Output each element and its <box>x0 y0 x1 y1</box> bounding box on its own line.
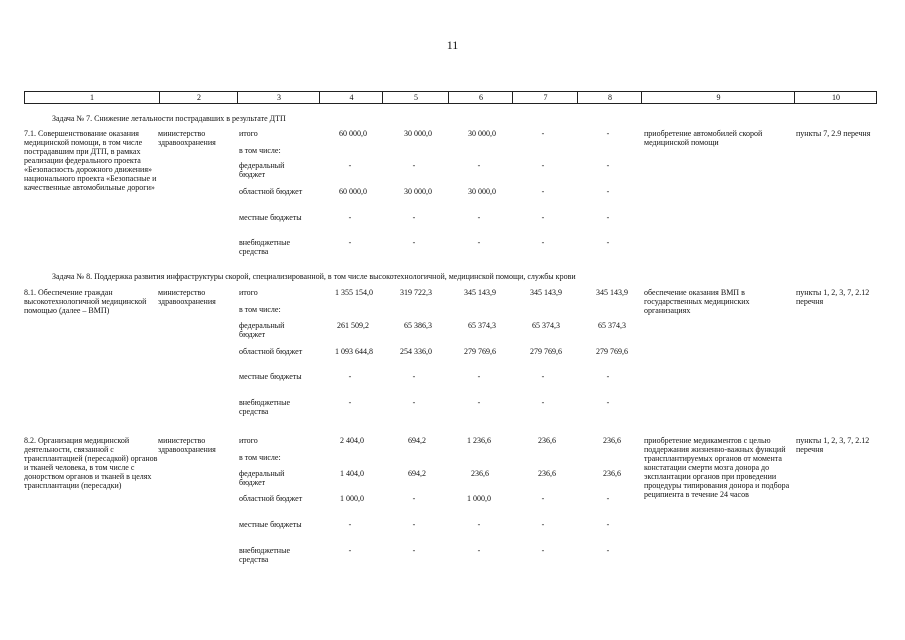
column-header: 6 <box>448 92 513 103</box>
value-cell: - <box>606 372 610 381</box>
row-label: областной бюджет <box>239 187 303 196</box>
task-8-2-points: пункты 1, 2, 3, 7, 2.12 перечня <box>796 436 870 454</box>
value-cell: 1 000,0 <box>467 494 491 503</box>
value-cell: - <box>541 238 545 247</box>
value-cell: - <box>477 161 481 170</box>
value-cell: 30 000,0 <box>404 187 432 196</box>
value-cell: 254 336,0 <box>400 347 432 356</box>
row-label: в том числе: <box>239 305 281 314</box>
row-label: итого <box>239 129 258 138</box>
task-8-1-executor: министерство здравоохранения <box>158 288 216 306</box>
value-cell: 1 355 154,0 <box>335 288 373 297</box>
task-7-1-executor: министерство здравоохранения <box>158 129 216 147</box>
value-cell: - <box>477 520 481 529</box>
row-label: федеральный бюджет <box>239 321 285 339</box>
value-cell: 236,6 <box>603 469 621 478</box>
task-8-2-name: 8.2. Организация медицинской деятельности, связанной с трансплантацией (пересадкой) органов и тканей человека, в том числе с донорством органов и тканей в целях трансплантации (пересадки) <box>24 436 158 490</box>
value-cell: 60 000,0 <box>339 129 367 138</box>
value-cell: 236,6 <box>603 436 621 445</box>
value-cell: - <box>412 494 416 503</box>
value-cell: 236,6 <box>538 436 556 445</box>
value-cell: - <box>412 546 416 555</box>
value-cell: - <box>541 161 545 170</box>
task-8-1-result: обеспечение оказания ВМП в государственных медицинских организациях <box>644 288 750 315</box>
task-8-1-name: 8.1. Обеспечение граждан высокотехнологичной медицинской помощью (далее – ВМП) <box>24 288 147 315</box>
value-cell: - <box>606 187 610 196</box>
value-cell: - <box>541 129 545 138</box>
task-7-1-points: пункты 7, 2.9 перечня <box>796 129 871 138</box>
task-8-title: Задача № 8. Поддержка развития инфраструктуры скорой, специализированной, в том числе высокотехнологичной, медицинской помощи, службы крови <box>52 272 576 281</box>
row-label: федеральный бюджет <box>239 161 285 179</box>
value-cell: - <box>541 520 545 529</box>
value-cell: - <box>412 520 416 529</box>
value-cell: 319 722,3 <box>400 288 432 297</box>
value-cell: 1 093 644,8 <box>335 347 373 356</box>
value-cell: - <box>477 398 481 407</box>
row-label: местные бюджеты <box>239 372 302 381</box>
row-label: итого <box>239 288 258 297</box>
value-cell: 694,2 <box>408 436 426 445</box>
value-cell: 279 769,6 <box>464 347 496 356</box>
value-cell: 60 000,0 <box>339 187 367 196</box>
value-cell: 279 769,6 <box>530 347 562 356</box>
column-header: 3 <box>237 92 320 103</box>
row-label: внебюджетные средства <box>239 238 290 256</box>
value-cell: - <box>477 213 481 222</box>
value-cell: - <box>541 546 545 555</box>
column-header-row <box>24 91 877 104</box>
column-header: 1 <box>90 93 94 102</box>
task-7-1-name: 7.1. Совершенствование оказания медицинской помощи, в том числе пострадавшим при ДТП, в рамках реализации федерального проекта «Безопасность дорожного движения» национального проекта «Безопасные и качественные автомобильные дороги» <box>24 129 157 192</box>
value-cell: - <box>606 129 610 138</box>
value-cell: - <box>541 494 545 503</box>
value-cell: - <box>412 372 416 381</box>
row-label: местные бюджеты <box>239 213 302 222</box>
value-cell: - <box>412 213 416 222</box>
value-cell: 30 000,0 <box>404 129 432 138</box>
value-cell: 345 143,9 <box>596 288 628 297</box>
value-cell: - <box>541 187 545 196</box>
value-cell: 345 143,9 <box>530 288 562 297</box>
value-cell: 236,6 <box>471 469 489 478</box>
row-label: федеральный бюджет <box>239 469 285 487</box>
value-cell: 1 236,6 <box>467 436 491 445</box>
column-header: 10 <box>794 92 877 103</box>
row-label: внебюджетные средства <box>239 398 290 416</box>
value-cell: - <box>348 238 352 247</box>
value-cell: 30 000,0 <box>468 187 496 196</box>
value-cell: - <box>477 546 481 555</box>
value-cell: 65 374,3 <box>598 321 626 330</box>
row-label: в том числе: <box>239 146 281 155</box>
value-cell: - <box>348 213 352 222</box>
column-header: 7 <box>512 92 578 103</box>
value-cell: 694,2 <box>408 469 426 478</box>
value-cell: - <box>541 398 545 407</box>
column-header: 9 <box>641 92 795 103</box>
value-cell: 261 509,2 <box>337 321 369 330</box>
value-cell: - <box>412 398 416 407</box>
value-cell: - <box>606 161 610 170</box>
value-cell: - <box>348 520 352 529</box>
row-label: местные бюджеты <box>239 520 302 529</box>
value-cell: 65 374,3 <box>468 321 496 330</box>
value-cell: - <box>541 213 545 222</box>
row-label: областной бюджет <box>239 347 303 356</box>
value-cell: 65 386,3 <box>404 321 432 330</box>
value-cell: 65 374,3 <box>532 321 560 330</box>
column-header: 5 <box>382 92 449 103</box>
column-header: 8 <box>577 92 642 103</box>
value-cell: 1 404,0 <box>340 469 364 478</box>
value-cell: - <box>606 213 610 222</box>
value-cell: - <box>606 398 610 407</box>
task-8-2-result: приобретение медикаментов с целью поддержания жизненно-важных функций трансплантируемых органов от момента констатации смерти мозга донора до эксплантации органов при проведении процедуры типирования донора и подбора реципиента в течение 24 часов <box>644 436 790 499</box>
value-cell: - <box>477 238 481 247</box>
task-8-1-points: пункты 1, 2, 3, 7, 2.12 перечня <box>796 288 870 306</box>
task-8-2-executor: министерство здравоохранения <box>158 436 216 454</box>
value-cell: - <box>606 494 610 503</box>
task-7-1-result: приобретение автомобилей скорой медицинской помощи <box>644 129 763 147</box>
row-label: внебюджетные средства <box>239 546 290 564</box>
value-cell: 1 000,0 <box>340 494 364 503</box>
value-cell: 236,6 <box>538 469 556 478</box>
row-label: областной бюджет <box>239 494 303 503</box>
value-cell: - <box>606 546 610 555</box>
page-number: 11 <box>446 38 459 52</box>
value-cell: - <box>348 398 352 407</box>
value-cell: - <box>348 546 352 555</box>
value-cell: - <box>348 161 352 170</box>
value-cell: 30 000,0 <box>468 129 496 138</box>
value-cell: - <box>606 520 610 529</box>
value-cell: - <box>348 372 352 381</box>
column-header: 2 <box>159 92 238 103</box>
value-cell: - <box>412 238 416 247</box>
task-7-title: Задача № 7. Снижение летальности пострадавших в результате ДТП <box>52 114 286 123</box>
value-cell: 345 143,9 <box>464 288 496 297</box>
value-cell: - <box>412 161 416 170</box>
row-label: итого <box>239 436 258 445</box>
value-cell: 279 769,6 <box>596 347 628 356</box>
value-cell: - <box>606 238 610 247</box>
value-cell: 2 404,0 <box>340 436 364 445</box>
value-cell: - <box>477 372 481 381</box>
column-header: 4 <box>319 92 383 103</box>
value-cell: - <box>541 372 545 381</box>
row-label: в том числе: <box>239 453 281 462</box>
